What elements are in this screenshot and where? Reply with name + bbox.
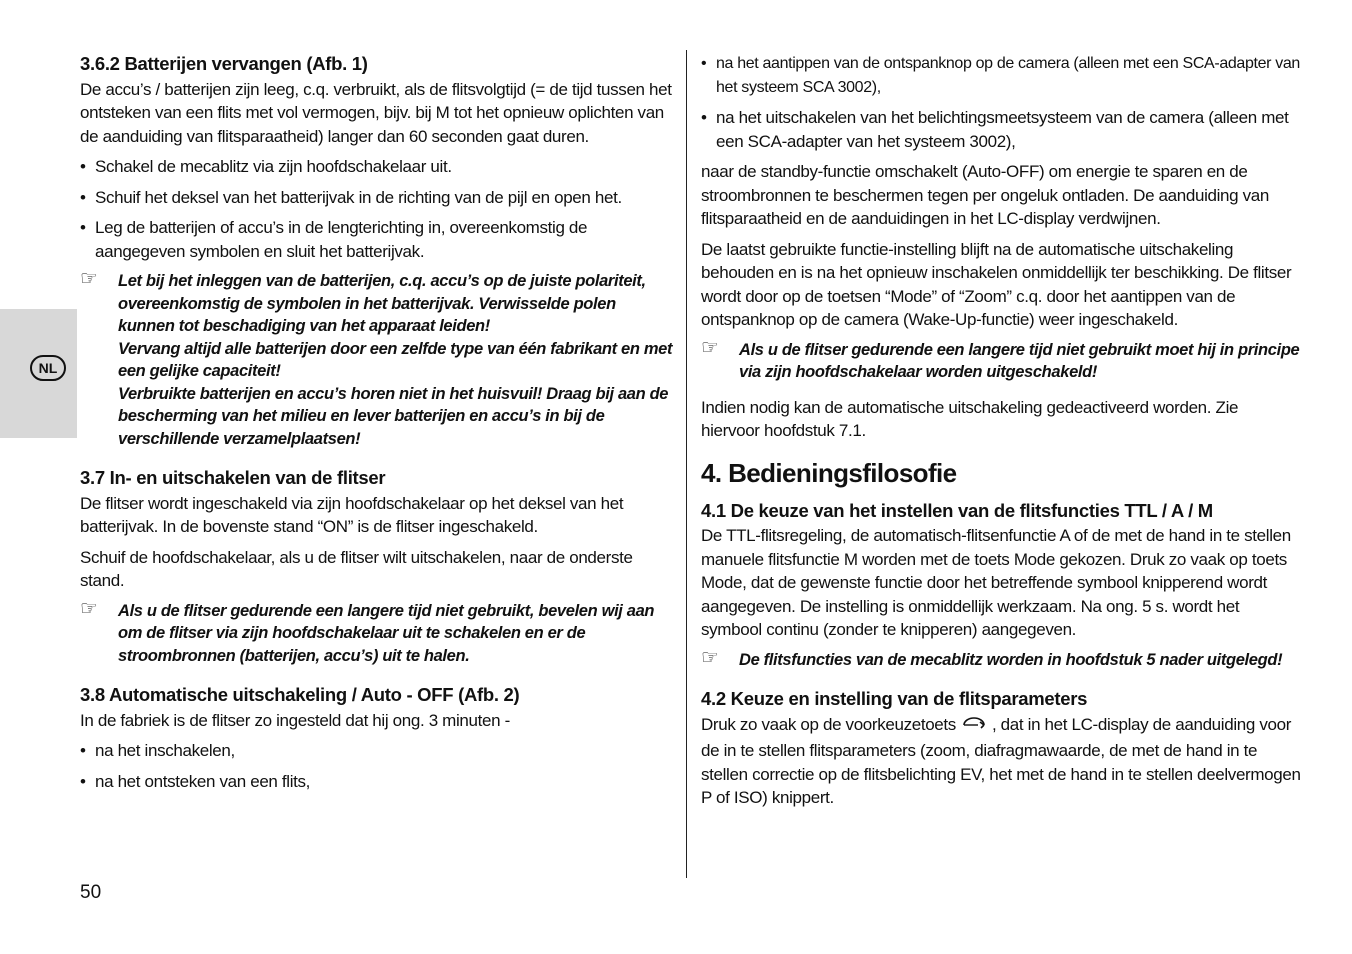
note-text: Let bij het inleggen van de batterijen, c.q. accu’s op de juiste polariteit, overeenkomstig de symbolen in het batterijvak. Verwisselde polen kunnen tot beschadiging van het apparaat leiden!	[118, 272, 646, 335]
paragraph: De flitser wordt ingeschakeld via zijn hoofdschakelaar op het deksel van het batterijvak. In de bovenste stand “ON” is de flitser ingeschakeld.	[80, 493, 624, 536]
left-column	[80, 52, 674, 800]
note-block	[701, 646, 1301, 672]
list-item: • na het uitschakelen van het belichtingsmeetsysteem van de camera (alleen met een SCA-adapter van het systeem 3002),	[701, 106, 1301, 153]
paragraph: Indien nodig kan de automatische uitschakeling gedeactiveerd worden. Zie hiervoor hoofdstuk 7.1.	[701, 397, 1239, 440]
paragraph: De TTL-flitsregeling, de automatisch-flitsenfunctie A of de met de hand in te stellen manuele flitsfunctie M worden met de toets Mode gekozen. Druk zo vaak op toets Mode, dat de gewenste functie door het betreffende symbool knipperend wordt aangegeven. De instelling is onmiddellijk werkzaam. Na ong. 5 s. wordt het symbool continu (zonder te knipperen) aangegeven.	[701, 526, 1291, 639]
language-badge: NL	[30, 355, 66, 381]
heading-3-6-2: 3.6.2 Batterijen vervangen (Afb. 1)	[80, 53, 368, 74]
note-text: Verbruikte batterijen en accu’s horen niet in het huisvuil! Draag bij aan de bescherming van het milieu en lever batterijen en accu’s in bij de verschillende verzamelplaatsen!	[118, 384, 669, 448]
heading-4-2: 4.2 Keuze en instelling van de flitsparameters	[701, 688, 1088, 709]
list-item: • Schakel de mecablitz via zijn hoofdschakelaar uit.	[80, 155, 674, 179]
pointing-hand-icon: ☞	[80, 268, 98, 290]
note-block	[701, 336, 1301, 384]
paragraph: In de fabriek is de flitser zo ingesteld dat hij ong. 3 minuten -	[80, 710, 510, 730]
paragraph: De laatst gebruikte functie-instelling blijft na de automatische uitschakeling behouden en is na het opnieuw inschakelen onmiddellijk ter beschikking. De flitser wordt door op de toetsen “Mode” of “Zoom” c.q. door het aantippen van de ontspanknop op de camera (Wake-Up-functie) weer ingeschakeld.	[701, 239, 1292, 329]
pointing-hand-icon: ☞	[80, 597, 98, 620]
paragraph: De accu’s / batterijen zijn leeg, c.q. verbruikt, als de flitsvolgtijd (= de tijd tussen het ontsteken van een flits met vol vermogen, bijv. bij M tot het opnieuw oplichten van de aanduiding van flitsparaatheid) langer dan 60 seconden gaat duren.	[80, 79, 672, 146]
note-block	[80, 597, 674, 668]
note-block	[80, 270, 674, 450]
note-text: Als u de flitser gedurende een langere tijd niet gebruikt, bevelen wij aan om de flitser via zijn hoofdschakelaar uit te schakelen en er de stroombronnen (batterijen, accu’s) uit te halen.	[118, 601, 655, 665]
list-item: • Schuif het deksel van het batterijvak in de richting van de pijl en open het.	[80, 186, 674, 210]
heading-3-8: 3.8 Automatische uitschakeling / Auto - OFF (Afb. 2)	[80, 684, 520, 705]
note-text: Als u de flitser gedurende een langere tijd niet gebruikt moet hij in principe via zijn hoofdschakelaar worden uitgeschakeld!	[739, 340, 1300, 381]
note-text: Vervang altijd alle batterijen door een zelfde type van één fabrikant en met een gelijke capaciteit!	[118, 339, 673, 380]
paragraph	[701, 713, 1301, 810]
list-item: • na het inschakelen,	[80, 739, 674, 763]
right-column	[701, 52, 1301, 817]
paragraph-text: Druk zo vaak op de voorkeuzetoets	[701, 714, 956, 734]
paragraph: naar de standby-functie omschakelt (Auto-OFF) om energie te sparen en de stroombronnen te beschermen tegen per ongeluk ontladen. De aanduiding van flitsparaatheid en de aanduidingen in het LC-display verdwijnen.	[701, 162, 1269, 228]
paragraph-text: , dat in het LC-display de aanduiding voor de in te stellen flitsparameters (zoom, diafragmawaarde, de met de hand in te stellen correctie op de flitsbelichting EV, het met de hand in te stellen deelvermogen P of ISO) knippert.	[701, 714, 1301, 807]
select-key-icon	[960, 715, 988, 740]
list-item: • na het ontsteken van een flits,	[80, 770, 674, 794]
heading-4: 4. Bedieningsfilosofie	[701, 457, 957, 488]
heading-3-7: 3.7 In- en uitschakelen van de flitser	[80, 467, 386, 488]
page-number: 50	[80, 882, 102, 903]
heading-4-1: 4.1 De keuze van het instellen van de flitsfuncties TTL / A / M	[701, 499, 1213, 521]
list-item: • na het aantippen van de ontspanknop op de camera (alleen met een SCA-adapter van het systeem SCA 3002),	[701, 52, 1301, 99]
pointing-hand-icon: ☞	[701, 336, 719, 359]
list-item: • Leg de batterijen of accu’s in de lengterichting in, overeenkomstig de aangegeven symbolen en sluit het batterijvak.	[80, 216, 674, 263]
column-divider	[686, 50, 687, 878]
paragraph: Schuif de hoofdschakelaar, als u de flitser wilt uitschakelen, naar de onderste stand.	[80, 547, 633, 590]
pointing-hand-icon: ☞	[701, 646, 719, 669]
note-text: De flitsfuncties van de mecablitz worden in hoofdstuk 5 nader uitgelegd!	[739, 650, 1283, 669]
